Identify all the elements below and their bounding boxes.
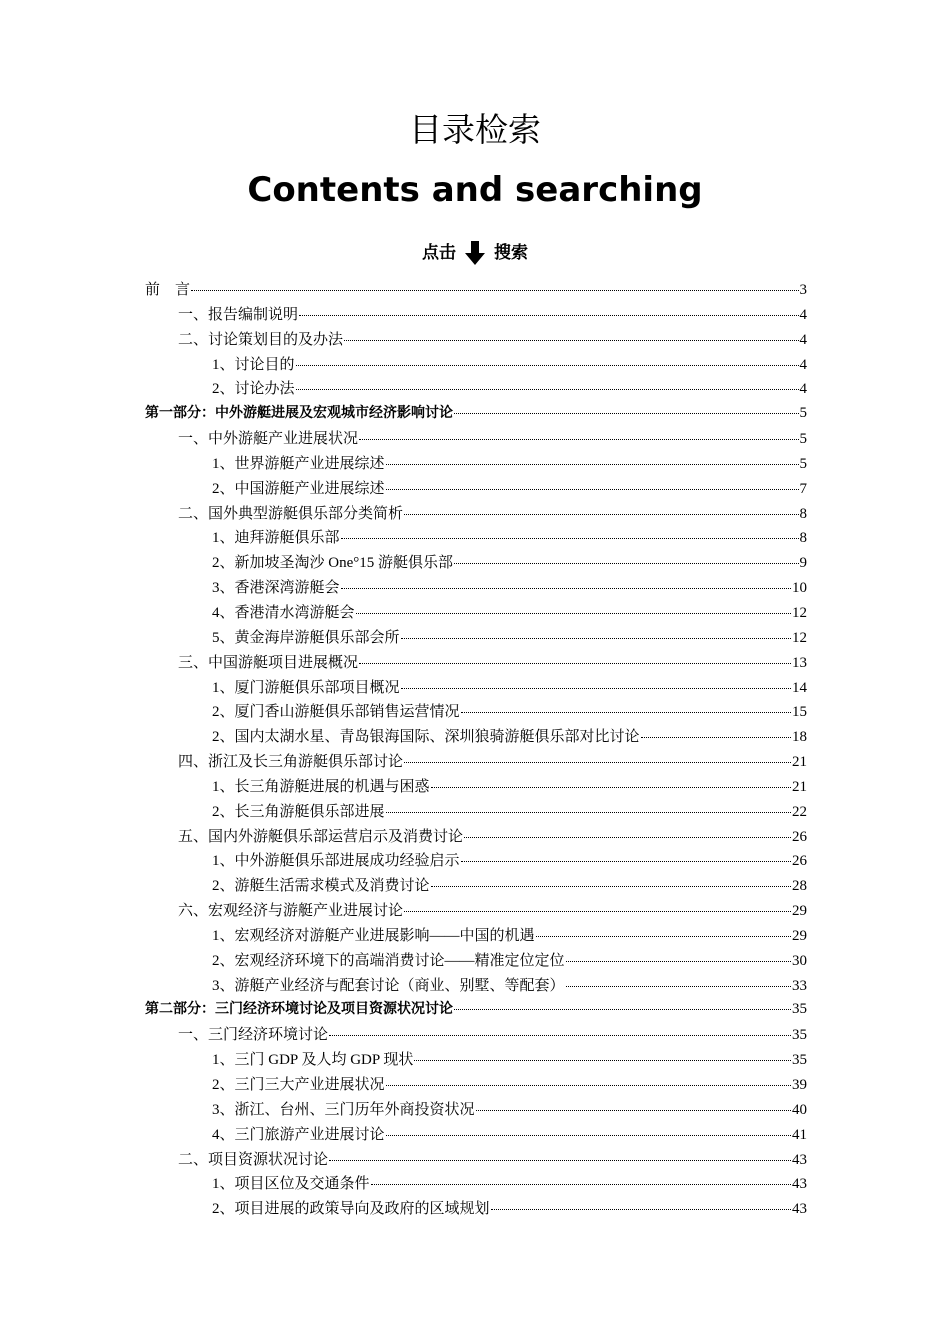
toc-dot-leader (404, 762, 791, 763)
toc-entry[interactable] (145, 551, 807, 576)
toc-entry-page-number: 12 (792, 629, 807, 646)
toc-entry[interactable] (145, 924, 807, 949)
toc-entry-page-number: 4 (799, 306, 807, 323)
toc-dot-leader (344, 340, 798, 341)
toc-dot-leader (476, 1110, 791, 1111)
toc-dot-leader (404, 514, 798, 515)
toc-entry-label: 1、长三角游艇进展的机遇与困惑 (212, 778, 430, 795)
toc-dot-leader (454, 413, 799, 414)
toc-dot-leader (401, 638, 791, 639)
toc-dot-leader (431, 886, 791, 887)
toc-entry-page-number: 4 (799, 381, 807, 398)
toc-entry[interactable] (145, 427, 807, 452)
toc-entry-label: 前 言 (145, 282, 191, 298)
toc-dot-leader (371, 1184, 791, 1185)
toc-entry-page-number: 4 (799, 331, 807, 348)
toc-entry-label: 1、讨论目的 (212, 356, 295, 373)
toc-entry-page-number: 5 (799, 405, 807, 422)
toc-entry-page-number: 22 (792, 803, 807, 820)
toc-entry-label: 一、报告编制说明 (178, 306, 299, 323)
toc-dot-leader (461, 712, 791, 713)
arrow-down-icon (464, 240, 486, 266)
toc-entry[interactable] (145, 303, 807, 328)
toc-entry-page-number: 29 (792, 927, 807, 944)
toc-entry-page-number: 21 (792, 778, 807, 795)
toc-entry-page-number: 35 (792, 1052, 807, 1069)
toc-entry[interactable] (145, 377, 807, 402)
toc-dot-leader (341, 588, 791, 589)
toc-dot-leader (356, 613, 791, 614)
toc-dot-leader (341, 538, 799, 539)
toc-dot-leader (404, 911, 791, 912)
toc-entry-label: 第二部分：三门经济环境讨论及项目资源状况讨论 (145, 1001, 453, 1018)
toc-dot-leader (299, 315, 798, 316)
toc-entry-label: 1、宏观经济对游艇产业进展影响——中国的机遇 (212, 927, 535, 944)
toc-entry-label: 一、中外游艇产业进展状况 (178, 431, 359, 448)
toc-entry-page-number: 18 (792, 729, 807, 746)
toc-dot-leader (329, 1035, 791, 1036)
toc-entry-label: 1、三门 GDP 及人均 GDP 现状 (212, 1052, 414, 1069)
toc-entry-page-number: 9 (799, 555, 807, 572)
toc-entry-label: 四、浙江及长三角游艇俱乐部讨论 (178, 754, 404, 771)
toc-entry[interactable] (145, 974, 807, 999)
toc-entry-label: 二、国外典型游艇俱乐部分类简析 (178, 505, 404, 522)
toc-entry-label: 第一部分：中外游艇进展及宏观城市经济影响讨论 (145, 405, 453, 422)
toc-entry-label: 4、香港清水湾游艇会 (212, 604, 355, 621)
search-left-label: 点击 (422, 243, 456, 263)
toc-dot-leader (454, 1009, 791, 1010)
toc-entry-label: 2、新加坡圣淘沙 One°15 游艇俱乐部 (212, 555, 453, 572)
toc-entry-page-number: 29 (792, 903, 807, 920)
toc-entry-page-number: 5 (799, 455, 807, 472)
toc-entry-label: 5、黄金海岸游艇俱乐部会所 (212, 629, 400, 646)
toc-entry-page-number: 26 (792, 828, 807, 845)
toc-entry-page-number: 15 (792, 704, 807, 721)
toc-entry[interactable] (145, 775, 807, 800)
toc-entry-page-number: 30 (792, 952, 807, 969)
toc-entry-label: 1、迪拜游艇俱乐部 (212, 530, 340, 547)
toc-dot-leader (386, 1135, 791, 1136)
toc-entry[interactable] (145, 353, 807, 378)
toc-dot-leader (191, 290, 798, 291)
toc-entry[interactable] (145, 1148, 807, 1173)
toc-entry[interactable] (145, 1172, 807, 1197)
toc-entry-page-number: 8 (799, 505, 807, 522)
toc-entry[interactable] (145, 1098, 807, 1123)
toc-entry-page-number: 43 (792, 1176, 807, 1193)
page-title-english: Contents and searching (247, 170, 703, 210)
toc-entry[interactable] (145, 452, 807, 477)
toc-entry-page-number: 14 (792, 679, 807, 696)
toc-dot-leader (359, 663, 791, 664)
toc-entry-label: 2、长三角游艇俱乐部进展 (212, 803, 385, 820)
toc-entry-label: 4、三门旅游产业进展讨论 (212, 1126, 385, 1143)
toc-entry[interactable] (145, 278, 807, 303)
toc-entry-page-number: 3 (799, 282, 807, 298)
toc-entry-page-number: 4 (799, 356, 807, 373)
toc-entry-page-number: 41 (792, 1126, 807, 1143)
page-title-chinese: 目录检索 (409, 110, 541, 149)
toc-entry[interactable] (145, 601, 807, 626)
toc-dot-leader (414, 1060, 791, 1061)
toc-dot-leader (464, 837, 791, 838)
toc-entry-label: 3、浙江、台州、三门历年外商投资状况 (212, 1101, 475, 1118)
toc-entry[interactable] (145, 725, 807, 750)
toc-entry-label: 二、讨论策划目的及办法 (178, 331, 344, 348)
toc-entry[interactable] (145, 676, 807, 701)
toc-entry-page-number: 43 (792, 1201, 807, 1218)
toc-entry-label: 一、三门经济环境讨论 (178, 1027, 329, 1044)
toc-entry-page-number: 12 (792, 604, 807, 621)
toc-dot-leader (386, 464, 799, 465)
toc-dot-leader (401, 688, 791, 689)
toc-dot-leader (296, 365, 799, 366)
toc-entry-page-number: 40 (792, 1101, 807, 1118)
toc-entry-page-number: 5 (799, 431, 807, 448)
table-of-contents (145, 278, 807, 1222)
search-link[interactable] (0, 238, 950, 268)
toc-dot-leader (454, 563, 799, 564)
toc-entry-label: 3、游艇产业经济与配套讨论（商业、别墅、等配套） (212, 977, 565, 994)
toc-dot-leader (386, 1085, 791, 1086)
toc-entry-page-number: 43 (792, 1151, 807, 1168)
toc-entry[interactable] (145, 825, 807, 850)
toc-entry[interactable] (145, 626, 807, 651)
toc-entry[interactable] (145, 576, 807, 601)
toc-entry-label: 2、国内太湖水星、青岛银海国际、深圳狼骑游艇俱乐部对比讨论 (212, 729, 640, 746)
toc-dot-leader (329, 1160, 791, 1161)
toc-entry[interactable] (145, 328, 807, 353)
toc-entry[interactable] (145, 849, 807, 874)
toc-entry[interactable] (145, 402, 807, 427)
toc-entry[interactable] (145, 1023, 807, 1048)
toc-entry[interactable] (145, 502, 807, 527)
toc-dot-leader (386, 812, 791, 813)
toc-entry-page-number: 13 (792, 654, 807, 671)
toc-entry-page-number: 39 (792, 1077, 807, 1093)
toc-entry[interactable] (145, 998, 807, 1023)
toc-entry[interactable] (145, 651, 807, 676)
toc-entry[interactable] (145, 800, 807, 825)
toc-entry-label: 1、世界游艇产业进展综述 (212, 455, 385, 472)
toc-dot-leader (296, 389, 799, 390)
toc-entry[interactable] (145, 899, 807, 924)
toc-entry-label: 三、中国游艇项目进展概况 (178, 654, 359, 671)
toc-entry-label: 2、项目进展的政策导向及政府的区域规划 (212, 1201, 490, 1218)
toc-entry-label: 2、三门三大产业进展状况 (212, 1077, 385, 1093)
toc-dot-leader (431, 787, 791, 788)
toc-entry-page-number: 35 (792, 1027, 807, 1044)
toc-entry-label: 2、游艇生活需求模式及消费讨论 (212, 878, 430, 895)
toc-entry[interactable] (145, 1073, 807, 1098)
toc-entry[interactable] (145, 1197, 807, 1222)
toc-entry-label: 二、项目资源状况讨论 (178, 1151, 329, 1168)
toc-entry-page-number: 21 (792, 754, 807, 771)
toc-entry-page-number: 28 (792, 878, 807, 895)
toc-entry-label: 1、项目区位及交通条件 (212, 1176, 370, 1193)
toc-entry-label: 2、中国游艇产业进展综述 (212, 480, 385, 497)
toc-entry[interactable] (145, 874, 807, 899)
toc-entry[interactable] (145, 477, 807, 502)
toc-entry[interactable] (145, 1048, 807, 1073)
toc-entry-page-number: 26 (792, 853, 807, 870)
toc-entry-label: 3、香港深湾游艇会 (212, 580, 340, 597)
toc-entry-label: 1、厦门游艇俱乐部项目概况 (212, 679, 400, 696)
toc-entry[interactable] (145, 1123, 807, 1148)
toc-entry-page-number: 35 (792, 1001, 807, 1018)
toc-entry[interactable] (145, 750, 807, 775)
toc-entry-label: 2、宏观经济环境下的高端消费讨论——精准定位定位 (212, 952, 565, 969)
toc-dot-leader (461, 861, 791, 862)
toc-dot-leader (359, 439, 798, 440)
toc-entry-label: 五、国内外游艇俱乐部运营启示及消费讨论 (178, 828, 464, 845)
toc-entry-label: 六、宏观经济与游艇产业进展讨论 (178, 903, 404, 920)
toc-entry-label: 2、讨论办法 (212, 381, 295, 398)
toc-dot-leader (566, 961, 791, 962)
toc-entry[interactable] (145, 700, 807, 725)
toc-dot-leader (491, 1209, 791, 1210)
toc-entry[interactable] (145, 949, 807, 974)
toc-entry-page-number: 10 (792, 580, 807, 597)
toc-entry[interactable] (145, 526, 807, 551)
toc-dot-leader (386, 489, 799, 490)
toc-entry-page-number: 8 (799, 530, 807, 547)
toc-dot-leader (536, 936, 791, 937)
toc-entry-page-number: 7 (799, 480, 807, 497)
toc-entry-page-number: 33 (792, 977, 807, 994)
toc-entry-label: 2、厦门香山游艇俱乐部销售运营情况 (212, 704, 460, 721)
search-right-label: 搜索 (494, 243, 528, 263)
toc-dot-leader (641, 737, 791, 738)
toc-dot-leader (566, 986, 791, 987)
toc-entry-label: 1、中外游艇俱乐部进展成功经验启示 (212, 853, 460, 870)
